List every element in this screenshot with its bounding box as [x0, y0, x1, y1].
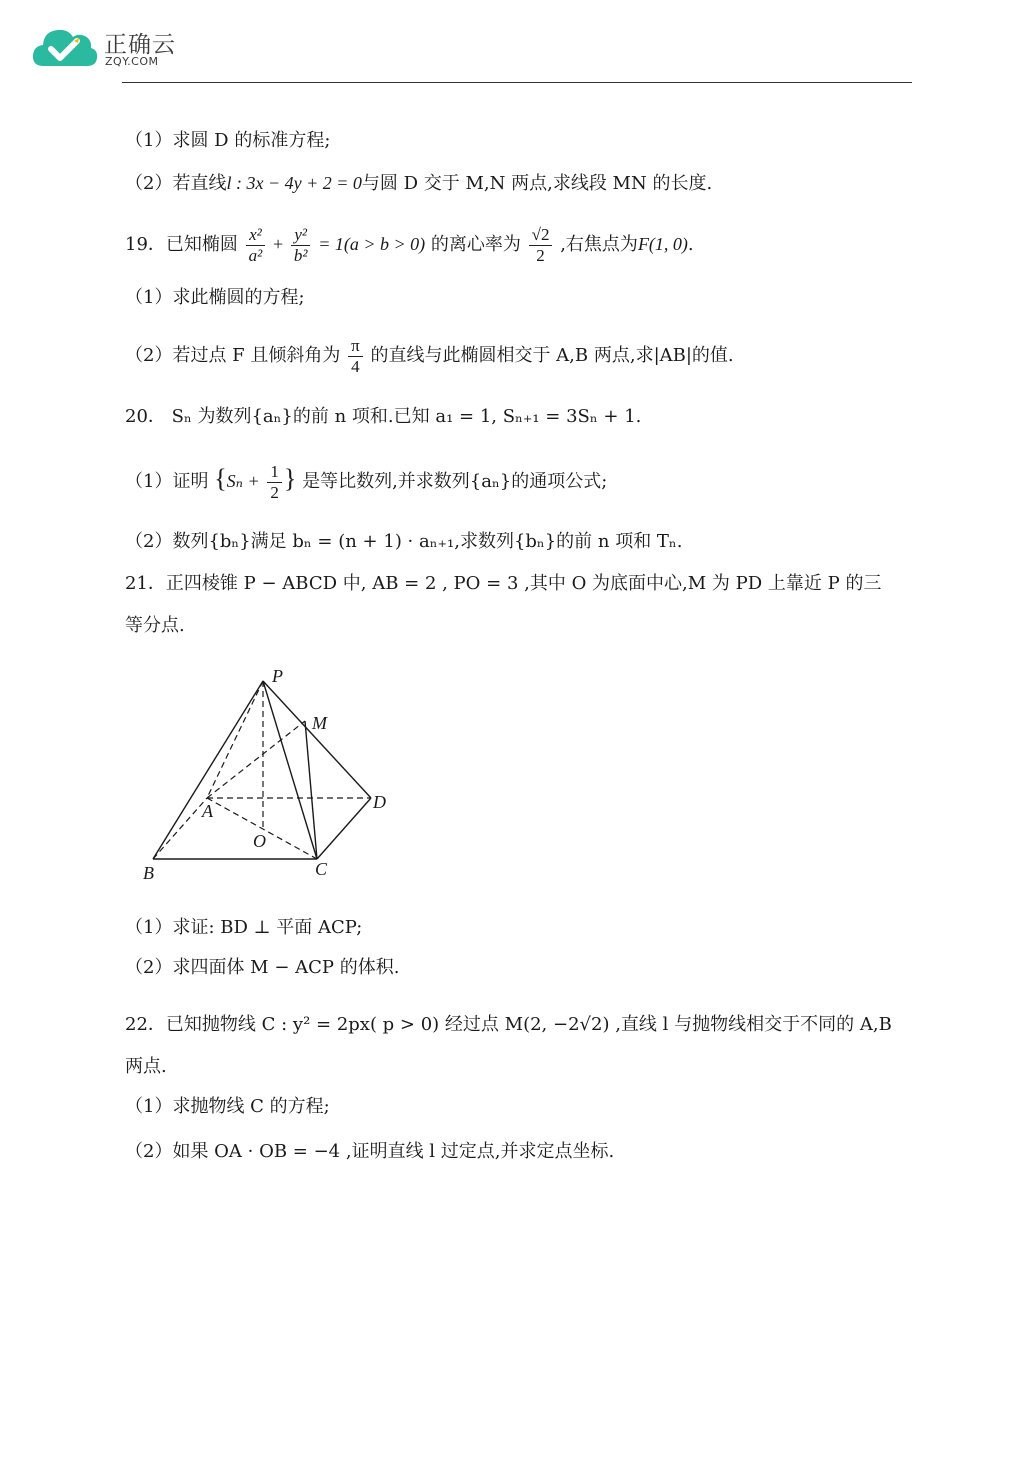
frac-num: 1: [267, 462, 282, 483]
label-O: O: [253, 831, 266, 851]
segment-AM: [207, 721, 305, 798]
fraction-x2-a2: [246, 225, 266, 266]
label-D: D: [373, 792, 386, 812]
frac-den: 2: [270, 482, 279, 502]
brand-name: 正确云: [104, 32, 176, 58]
q19-suffix: ,右焦点为: [560, 234, 638, 255]
q19-part2-prefix: （2）若过点 F 且倾斜角为: [125, 345, 341, 366]
edge-CD: [317, 798, 371, 859]
edge-PB: [153, 681, 263, 859]
q18-part2: [125, 172, 712, 195]
q20-part2: （2）数列{bₙ}满足 bₙ = (n + 1) · aₙ₊₁,求数列{bₙ}的前 n 项和 Tₙ.: [125, 531, 683, 552]
q19-focus: F(1, 0): [637, 234, 688, 254]
frac-den: b²: [293, 245, 308, 265]
frac-num: y²: [291, 225, 311, 246]
q19-part2: [125, 334, 734, 378]
q20-part1-suffix: 是等比数列,并求数列{aₙ}的通项公式;: [302, 471, 608, 492]
label-P: P: [272, 666, 283, 686]
brace-right: }: [283, 464, 297, 493]
fraction-angle: [348, 336, 363, 377]
q21-part2: （2）求四面体 M − ACP 的体积.: [125, 957, 400, 978]
q19-condition: = 1(a > b > 0): [318, 234, 426, 254]
q21-part1: （1）求证: BD ⊥ 平面 ACP;: [125, 917, 363, 938]
brand-domain: ZQY.COM: [105, 55, 159, 68]
q20-stem: 20． Sₙ 为数列{aₙ}的前 n 项和.已知 a₁ = 1, Sₙ₊₁ = 3Sₙ + 1.: [125, 406, 642, 427]
frac-num: √2: [529, 225, 553, 246]
cloud-check-icon: [30, 22, 100, 72]
header-divider: [122, 82, 912, 83]
pyramid-figure: [135, 663, 405, 888]
q19-part1: （1）求此椭圆的方程;: [125, 287, 305, 308]
fraction-y2-b2: [291, 225, 311, 266]
q22-part1: （1）求抛物线 C 的方程;: [125, 1096, 330, 1117]
q22-part2: （2）如果 OA · OB = −4 ,证明直线 l 过定点,并求定点坐标.: [125, 1141, 615, 1162]
brace-left: {: [214, 464, 227, 493]
frac-num: x²: [246, 225, 266, 246]
brand-logo: [30, 22, 200, 74]
edge-PA: [207, 681, 263, 798]
q22-stem-line2: 两点.: [125, 1056, 167, 1077]
q20-set: Sₙ +: [226, 471, 260, 491]
frac-den: 2: [536, 245, 545, 265]
frac-den: a²: [248, 245, 263, 265]
q19-mid: 的离心率为: [430, 234, 521, 255]
edge-PD: [263, 681, 371, 798]
frac-num: π: [348, 336, 363, 357]
q19-stem: 19．已知椭圆 $\frac{\text{x²}}{\text{a²}}$ + $\frac{\text{y²}}{\text{b²}}$ = 1(a > b > 0) 的离心率为 $\frac{√2}{2}$ ,右焦点为F(1, 0).: [125, 224, 694, 265]
q18-part2-suffix: 与圆 D 交于 M,N 两点,求线段 MN 的长度.: [361, 173, 713, 194]
label-B: B: [143, 863, 154, 883]
q21-stem-line1: 21．正四棱锥 P − ABCD 中, AB = 2 , PO = 3 ,其中 O 为底面中心,M 为 PD 上靠近 P 的三: [125, 573, 882, 594]
q22-stem-line1: 22．已知抛物线 C : y² = 2px( p > 0) 经过点 M(2, −2√2) ,直线 l 与抛物线相交于不同的 A,B: [125, 1014, 892, 1035]
q20-part1-prefix: （1）证明: [125, 471, 209, 492]
q19-prefix: 19．已知椭圆: [125, 234, 238, 255]
label-C: C: [315, 859, 328, 879]
fraction-eccentricity: [529, 225, 553, 266]
q20-part1: [125, 455, 607, 506]
q19-end: .: [687, 234, 694, 255]
q18-part2-prefix: （2）若直线: [125, 173, 227, 194]
q18-part1: （1）求圆 D 的标准方程;: [125, 130, 331, 151]
label-A: A: [202, 801, 213, 821]
edge-AB: [153, 798, 207, 859]
q18-line-equation: l : 3x − 4y + 2 = 0: [226, 173, 362, 193]
fraction-half: [267, 462, 282, 503]
frac-den: 4: [351, 356, 360, 376]
q21-stem-line2: 等分点.: [125, 615, 185, 636]
q19-part2-suffix: 的直线与此椭圆相交于 A,B 两点,求|AB|的值.: [370, 345, 734, 366]
label-M: M: [312, 713, 327, 733]
